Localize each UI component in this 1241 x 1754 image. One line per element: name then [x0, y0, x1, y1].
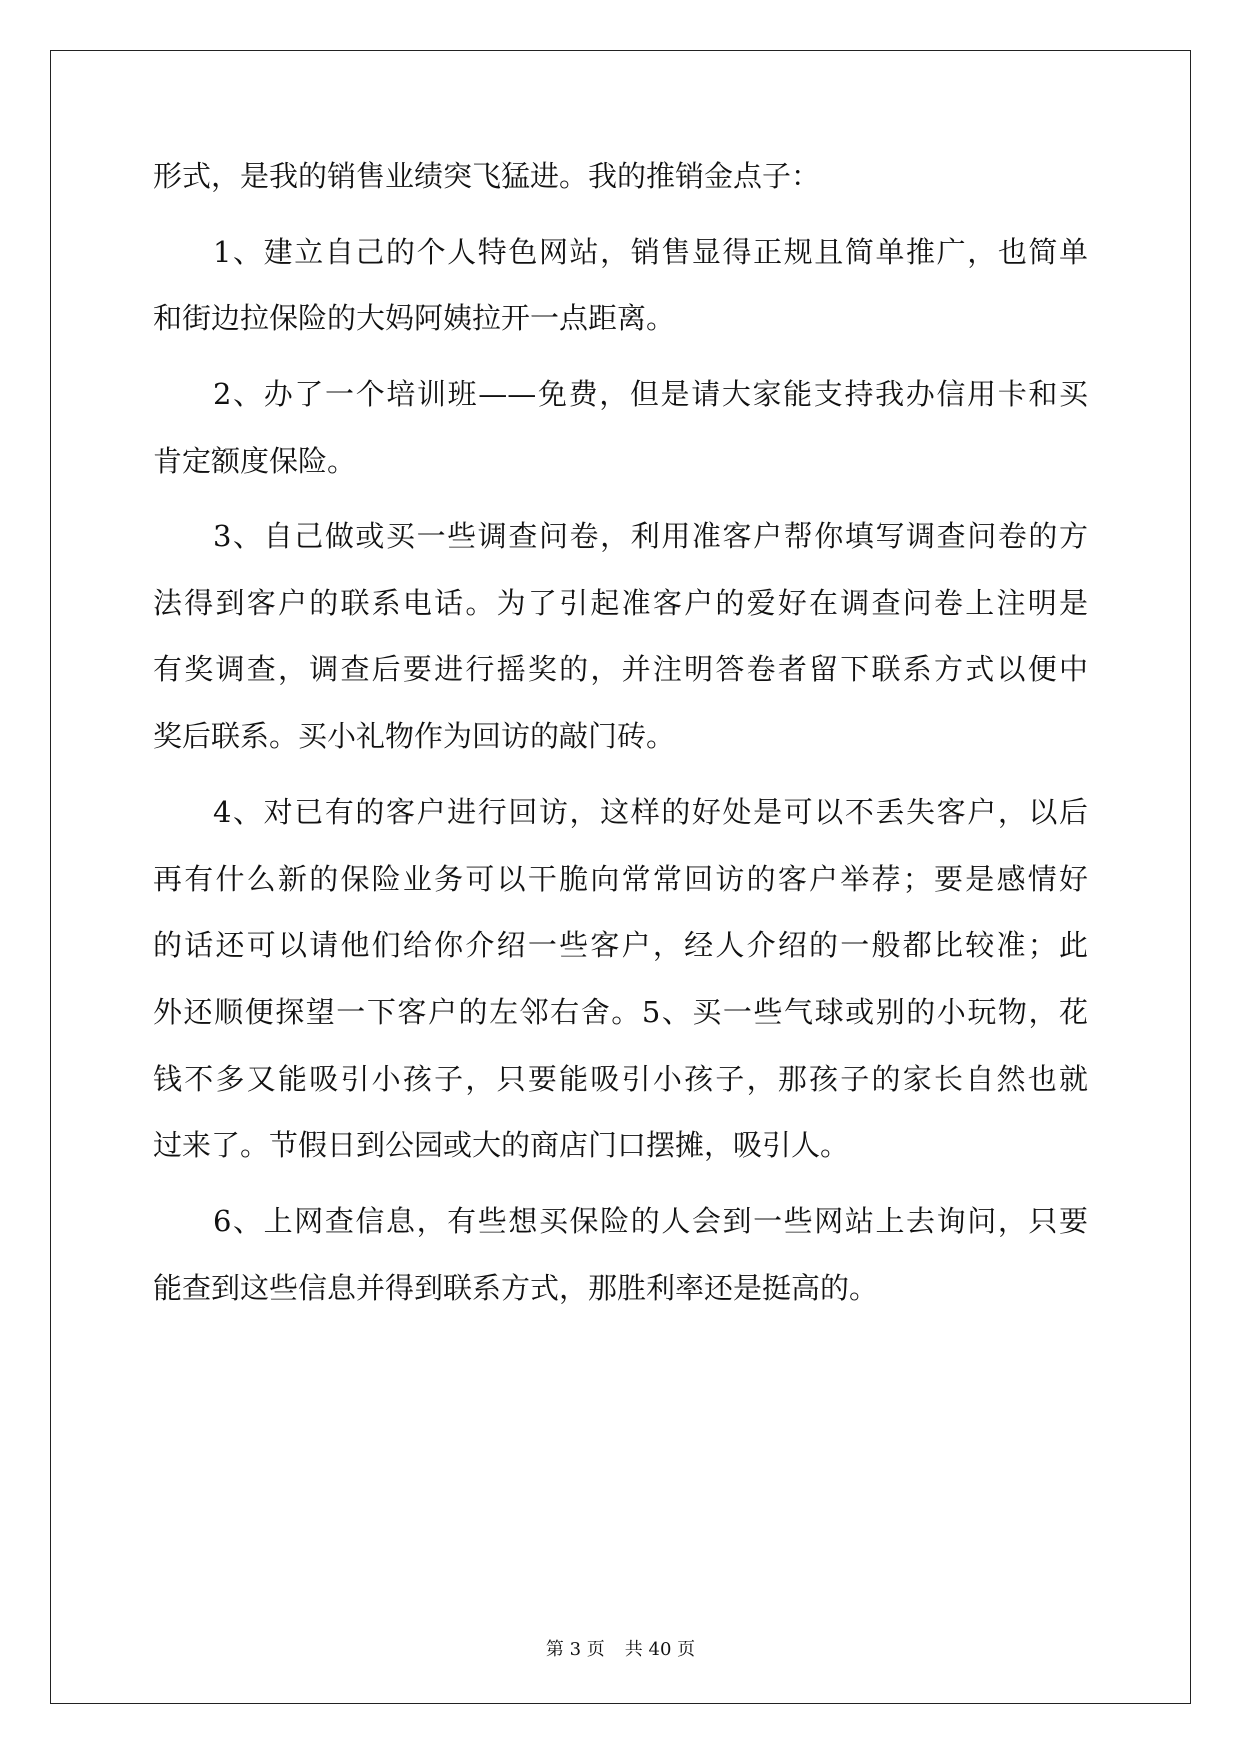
body-line: 再有什么新的保险业务可以干脆向常常回访的客户举荐；要是感情好	[153, 862, 1088, 896]
body-line: 过来了。节假日到公园或大的商店门口摆摊，吸引人。	[153, 1128, 850, 1162]
page-number: 第 3 页	[545, 1639, 605, 1660]
body-line: 外还顺便探望一下客户的左邻右舍。5、买一些气球或别的小玩物，花	[153, 995, 1088, 1029]
page-footer	[0, 1635, 1241, 1661]
body-line: 6、上网查信息，有些想买保险的人会到一些网站上去询问，只要	[213, 1204, 1088, 1238]
body-line: 能查到这些信息并得到联系方式，那胜利率还是挺高的。	[153, 1271, 879, 1305]
body-line: 和街边拉保险的大妈阿姨拉开一点距离。	[153, 301, 676, 335]
body-line: 肯定额度保险。	[153, 444, 357, 478]
body-line: 的话还可以请他们给你介绍一些客户，经人介绍的一般都比较准；此	[153, 928, 1088, 962]
body-line: 奖后联系。买小礼物作为回访的敲门砖。	[153, 719, 676, 753]
body-line: 法得到客户的联系电话。为了引起准客户的爱好在调查问卷上注明是	[153, 586, 1088, 620]
body-line: 形式，是我的销售业绩突飞猛进。我的推销金点子：	[153, 159, 821, 193]
body-line: 钱不多又能吸引小孩子，只要能吸引小孩子，那孩子的家长自然也就	[153, 1062, 1088, 1096]
body-line: 4、对已有的客户进行回访，这样的好处是可以不丢失客户，以后	[213, 795, 1088, 829]
body-line: 1、建立自己的个人特色网站，销售显得正规且简单推广，也简单	[213, 235, 1088, 269]
body-line: 有奖调查，调查后要进行摇奖的，并注明答卷者留下联系方式以便中	[153, 652, 1088, 686]
body-line: 2、办了一个培训班——免费，但是请大家能支持我办信用卡和买	[213, 377, 1088, 411]
total-pages: 共 40 页	[624, 1639, 696, 1660]
body-line: 3、自己做或买一些调查问卷，利用准客户帮你填写调查问卷的方	[213, 519, 1088, 553]
